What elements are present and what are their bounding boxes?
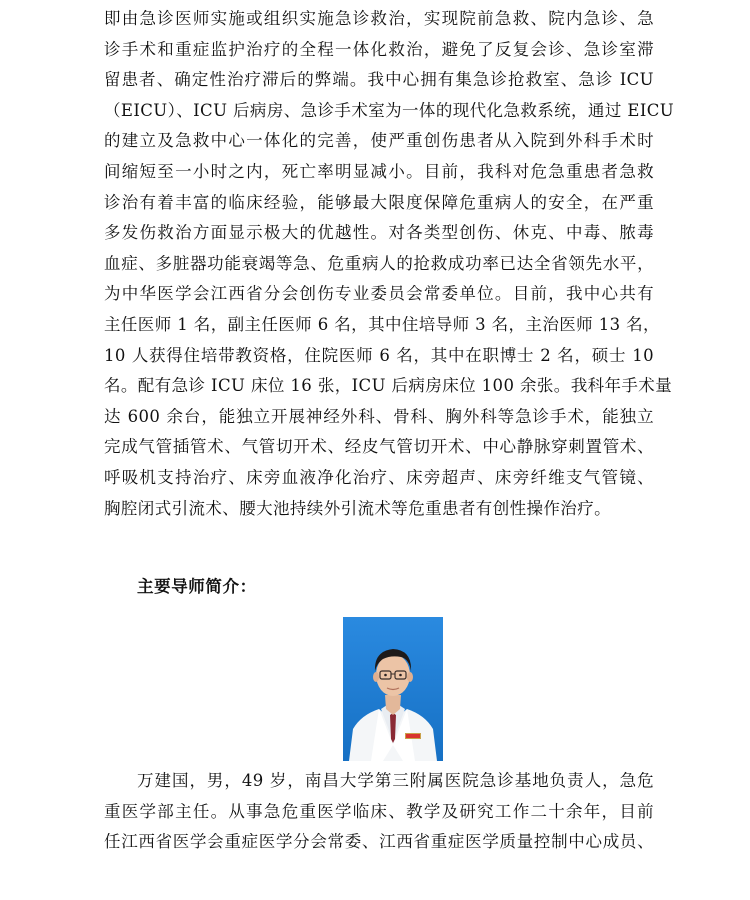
portrait-photo-icon: [343, 617, 443, 761]
paragraph-line: 留患者、确定性治疗滞后的弊端。我中心拥有集急诊抢救室、急诊 ICU: [104, 70, 654, 90]
paragraph-line: 诊治有着丰富的临床经验，能够最大限度保障危重病人的安全，在严重: [104, 192, 654, 212]
intro-paragraph: [104, 4, 675, 524]
paragraph-line: 诊手术和重症监护治疗的全程一体化救治，避免了反复会诊、急诊室滞: [104, 39, 654, 59]
paragraph-line: 达 600 余台，能独立开展神经外科、骨科、胸外科等急诊手术，能独立: [104, 406, 654, 426]
paragraph-line: 名。配有急诊 ICU 床位 16 张，ICU 后病房床位 100 余张。我科年手术量: [104, 376, 673, 396]
paragraph-line: 胸腔闭式引流术、腰大池持续外引流术等危重患者有创性操作治疗。: [104, 498, 611, 518]
paragraph-line: （EICU）、ICU 后病房、急诊手术室为一体的现代化急救系统，通过 EICU: [104, 100, 675, 120]
paragraph-line: 任江西省医学会重症医学分会常委、江西省重症医学质量控制中心成员、: [104, 832, 654, 852]
paragraph-line: 即由急诊医师实施或组织实施急诊救治，实现院前急救、院内急诊、急: [104, 9, 654, 28]
mentor-profile-paragraph: [104, 766, 654, 858]
paragraph-line: 间缩短至一小时之内，死亡率明显减小。目前，我科对危急重患者急救: [104, 161, 654, 181]
paragraph-line: 呼吸机支持治疗、床旁血液净化治疗、床旁超声、床旁纤维支气管镜、: [104, 467, 654, 487]
paragraph-line: 10 人获得住培带教资格，住院医师 6 名，其中在职博士 2 名，硕士 10: [104, 345, 654, 365]
paragraph-line: 主任医师 1 名，副主任医师 6 名，其中住培导师 3 名，主治医师 13 名，: [104, 314, 660, 334]
paragraph-line: 多发伤救治方面显示极大的优越性。对各类型创伤、休克、中毒、脓毒: [104, 223, 654, 243]
paragraph-line: 的建立及急救中心一体化的完善，使严重创伤患者从入院到外科手术时: [104, 131, 654, 151]
section-heading: 主要导师简介：: [137, 577, 257, 596]
paragraph-line: 万建国，男，49 岁，南昌大学第三附属医院急诊基地负责人，急危: [137, 771, 654, 790]
paragraph-line: 血症、多脏器功能衰竭等急、危重病人的抢救成功率已达全省领先水平，: [104, 253, 654, 273]
paragraph-line: 完成气管插管术、气管切开术、经皮气管切开术、中心静脉穿刺置管术、: [104, 437, 654, 457]
paragraph-line: 重医学部主任。从事急危重医学临床、教学及研究工作二十余年，目前: [104, 801, 654, 821]
paragraph-line: 为中华医学会江西省分会创伤专业委员会常委单位。目前，我中心共有: [104, 284, 654, 304]
